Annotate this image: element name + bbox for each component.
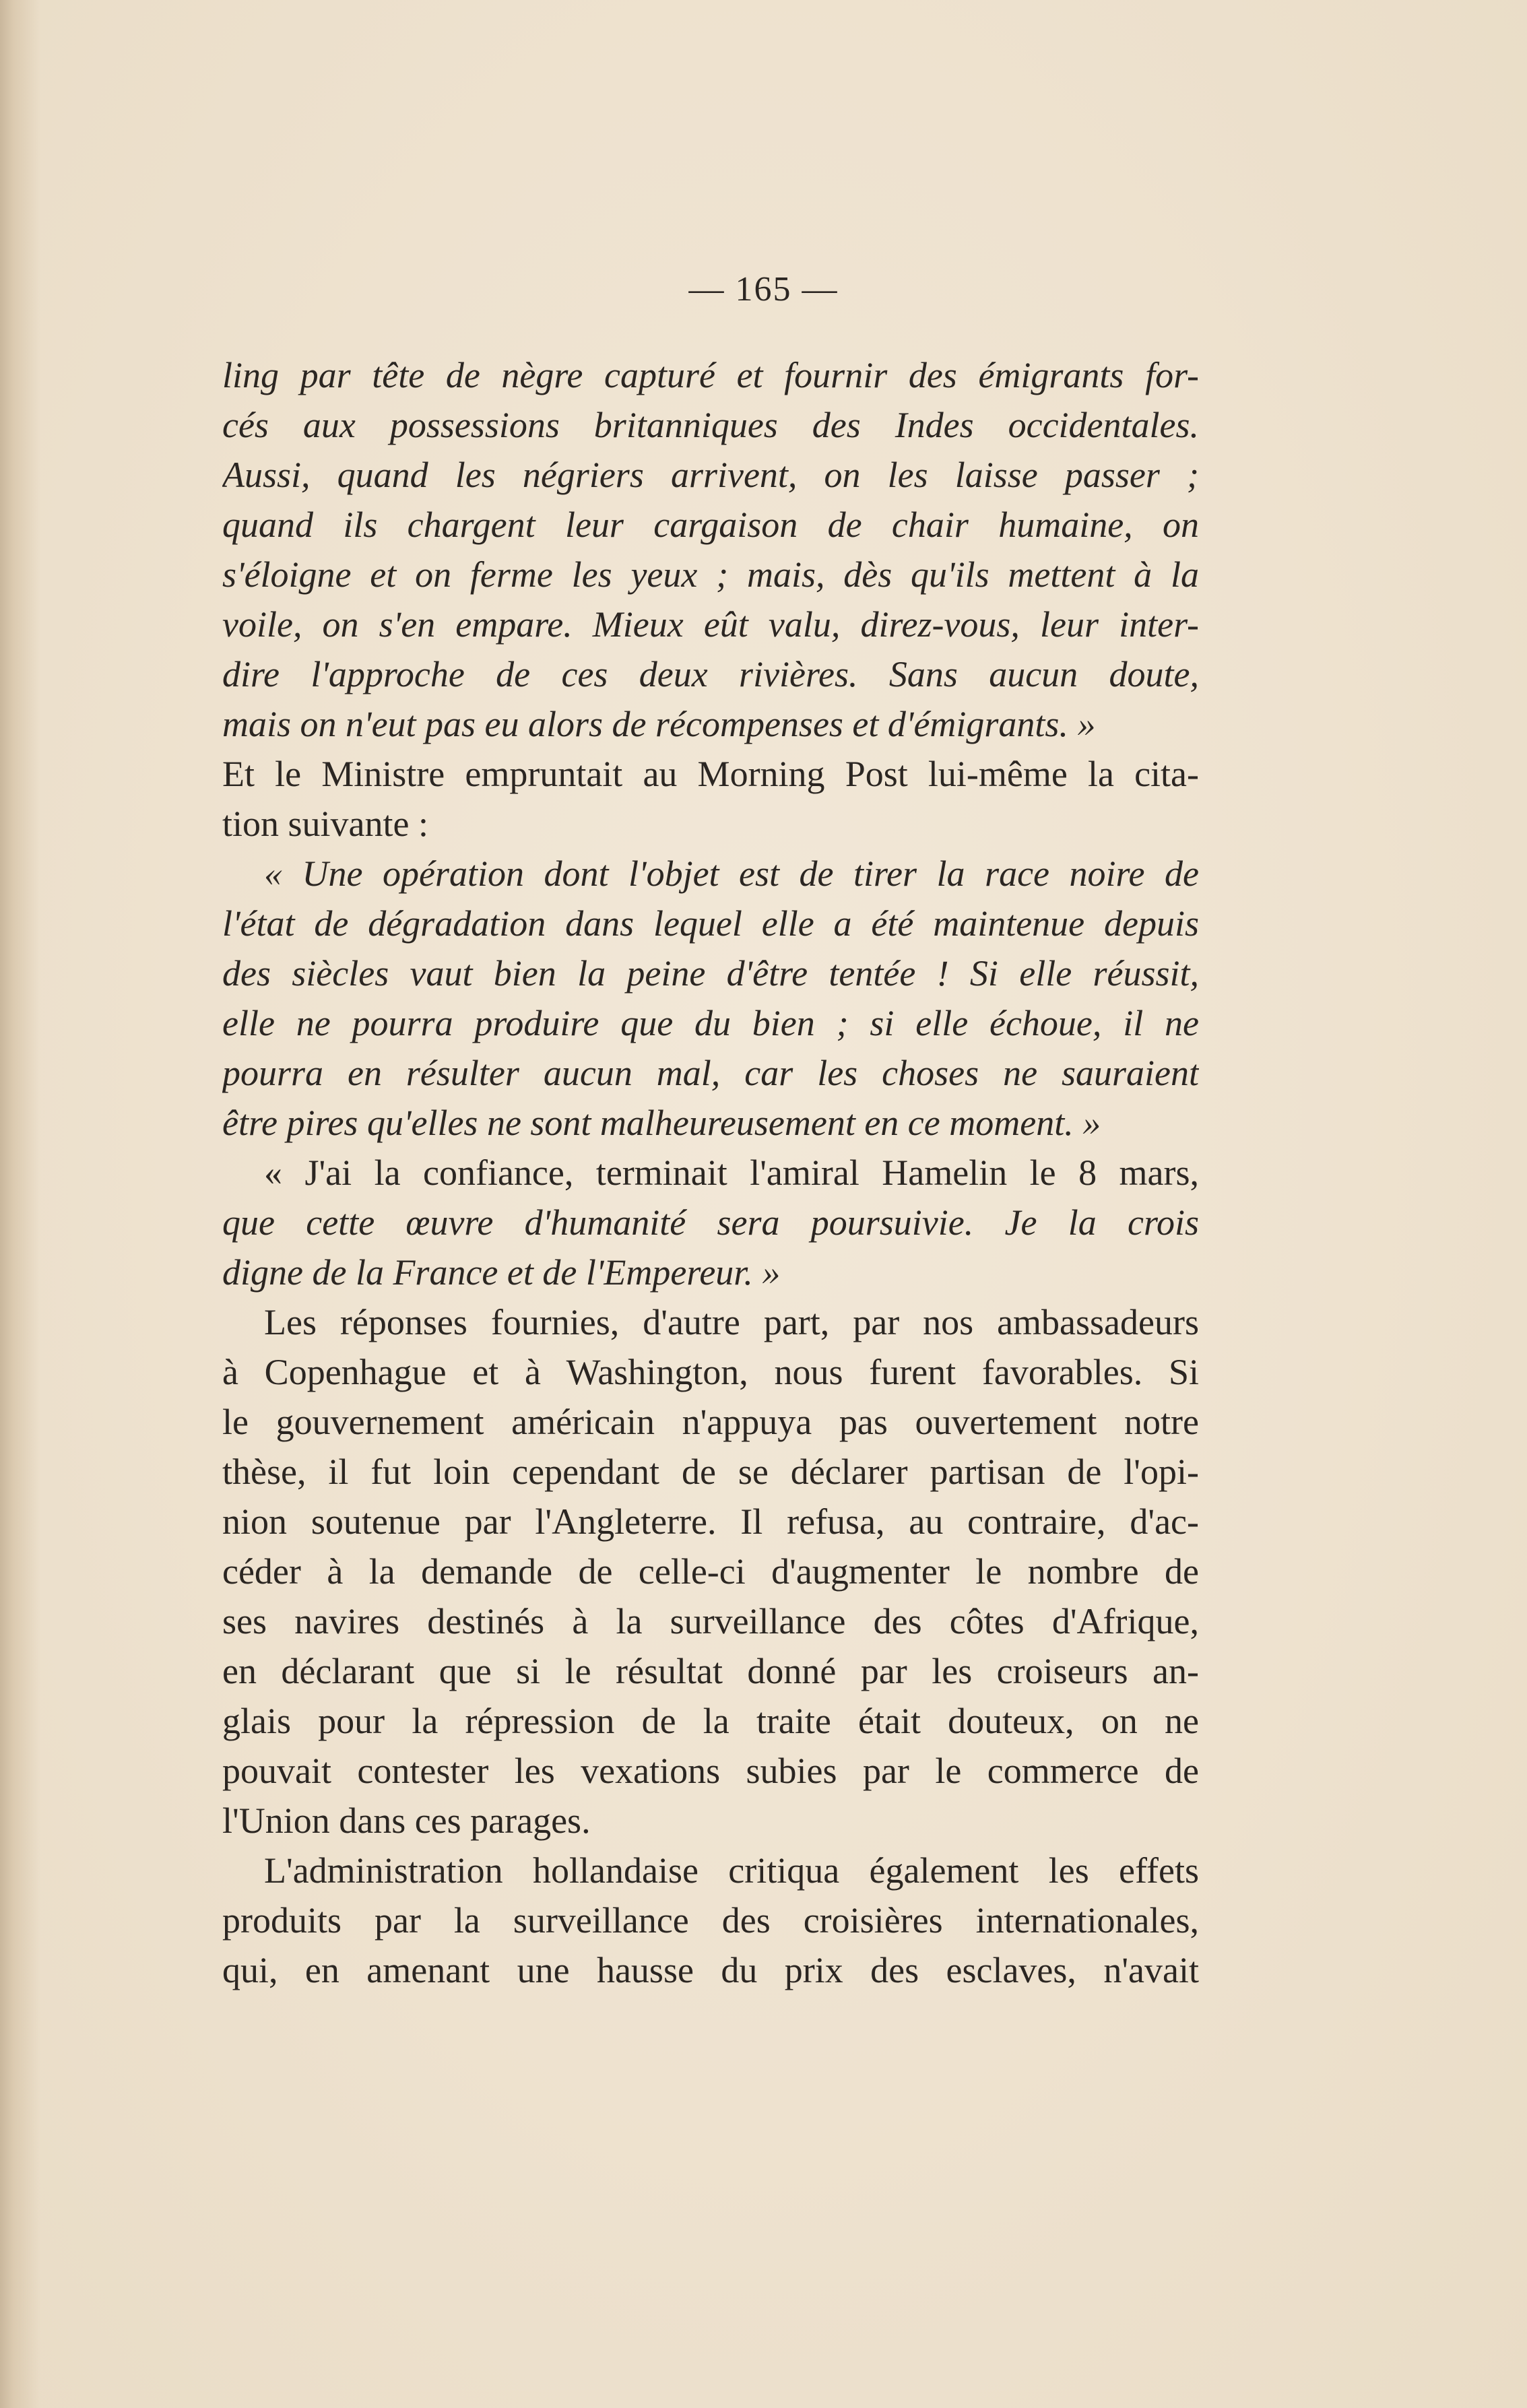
text-line: l'Union dans ces parages.: [222, 1800, 591, 1841]
body-text: [222, 350, 1199, 1995]
text-line: s'éloigne et on ferme les yeux ; mais, dès qu'ils mettent à la: [222, 554, 1199, 595]
text-line: voile, on s'en empare. Mieux eût valu, direz-vous, leur inter-: [222, 604, 1199, 645]
text-line: Et le Ministre empruntait au Morning Post lui-même la cita-: [222, 754, 1199, 794]
text-line: Les réponses fournies, d'autre part, par nos ambassadeurs: [264, 1302, 1199, 1342]
text-line: « Une opération dont l'objet est de tirer la race noire de: [264, 853, 1199, 894]
text-line: Aussi, quand les négriers arrivent, on les laisse passer ;: [222, 455, 1199, 495]
text-line: pouvait contester les vexations subies par le commerce de: [222, 1751, 1199, 1791]
text-line: glais pour la répression de la traite était douteux, on ne: [222, 1701, 1199, 1741]
text-line: « J'ai la confiance, terminait l'amiral Hamelin le 8 mars,: [264, 1152, 1199, 1193]
text-line: dire l'approche de ces deux rivières. Sans aucun doute,: [222, 654, 1199, 694]
text-line: pourra en résulter aucun mal, car les choses ne sauraient: [222, 1053, 1199, 1093]
text-line: digne de la France et de l'Empereur. »: [222, 1252, 781, 1293]
text-line: ses navires destinés à la surveillance des côtes d'Afrique,: [222, 1601, 1199, 1641]
text-line: mais on n'eut pas eu alors de récompenses et d'émigrants. »: [222, 704, 1096, 744]
text-line: tion suivante :: [222, 804, 428, 844]
text-line: des siècles vaut bien la peine d'être tentée ! Si elle réussit,: [222, 953, 1199, 994]
text-line: l'état de dégradation dans lequel elle a été maintenue depuis: [222, 903, 1199, 944]
text-line: qui, en amenant une hausse du prix des esclaves, n'avait: [222, 1950, 1199, 1990]
text-line: que cette œuvre d'humanité sera poursuivie. Je la crois: [222, 1202, 1199, 1243]
text-line: à Copenhague et à Washington, nous furent favorables. Si: [222, 1352, 1199, 1392]
page-number: — 165 —: [688, 270, 839, 308]
text-line: en déclarant que si le résultat donné par les croiseurs an-: [222, 1651, 1199, 1691]
text-line: nion soutenue par l'Angleterre. Il refusa, au contraire, d'ac-: [222, 1501, 1199, 1542]
text-line: céder à la demande de celle-ci d'augmenter le nombre de: [222, 1551, 1199, 1592]
text-line: ling par tête de nègre capturé et fournir des émigrants for-: [222, 355, 1199, 395]
text-line: thèse, il fut loin cependant de se déclarer partisan de l'opi-: [222, 1452, 1199, 1492]
text-line: elle ne pourra produire que du bien ; si elle échoue, il ne: [222, 1003, 1199, 1043]
text-line: produits par la surveillance des croisières internationales,: [222, 1900, 1199, 1941]
page-left-edge-shadow: [0, 0, 40, 2408]
text-line: être pires qu'elles ne sont malheureusement en ce moment. »: [222, 1103, 1101, 1143]
text-line: quand ils chargent leur cargaison de chair humaine, on: [222, 505, 1199, 545]
text-line: le gouvernement américain n'appuya pas ouvertement notre: [222, 1402, 1199, 1442]
text-line: L'administration hollandaise critiqua également les effets: [264, 1850, 1199, 1891]
text-line: cés aux possessions britanniques des Indes occidentales.: [222, 405, 1199, 445]
